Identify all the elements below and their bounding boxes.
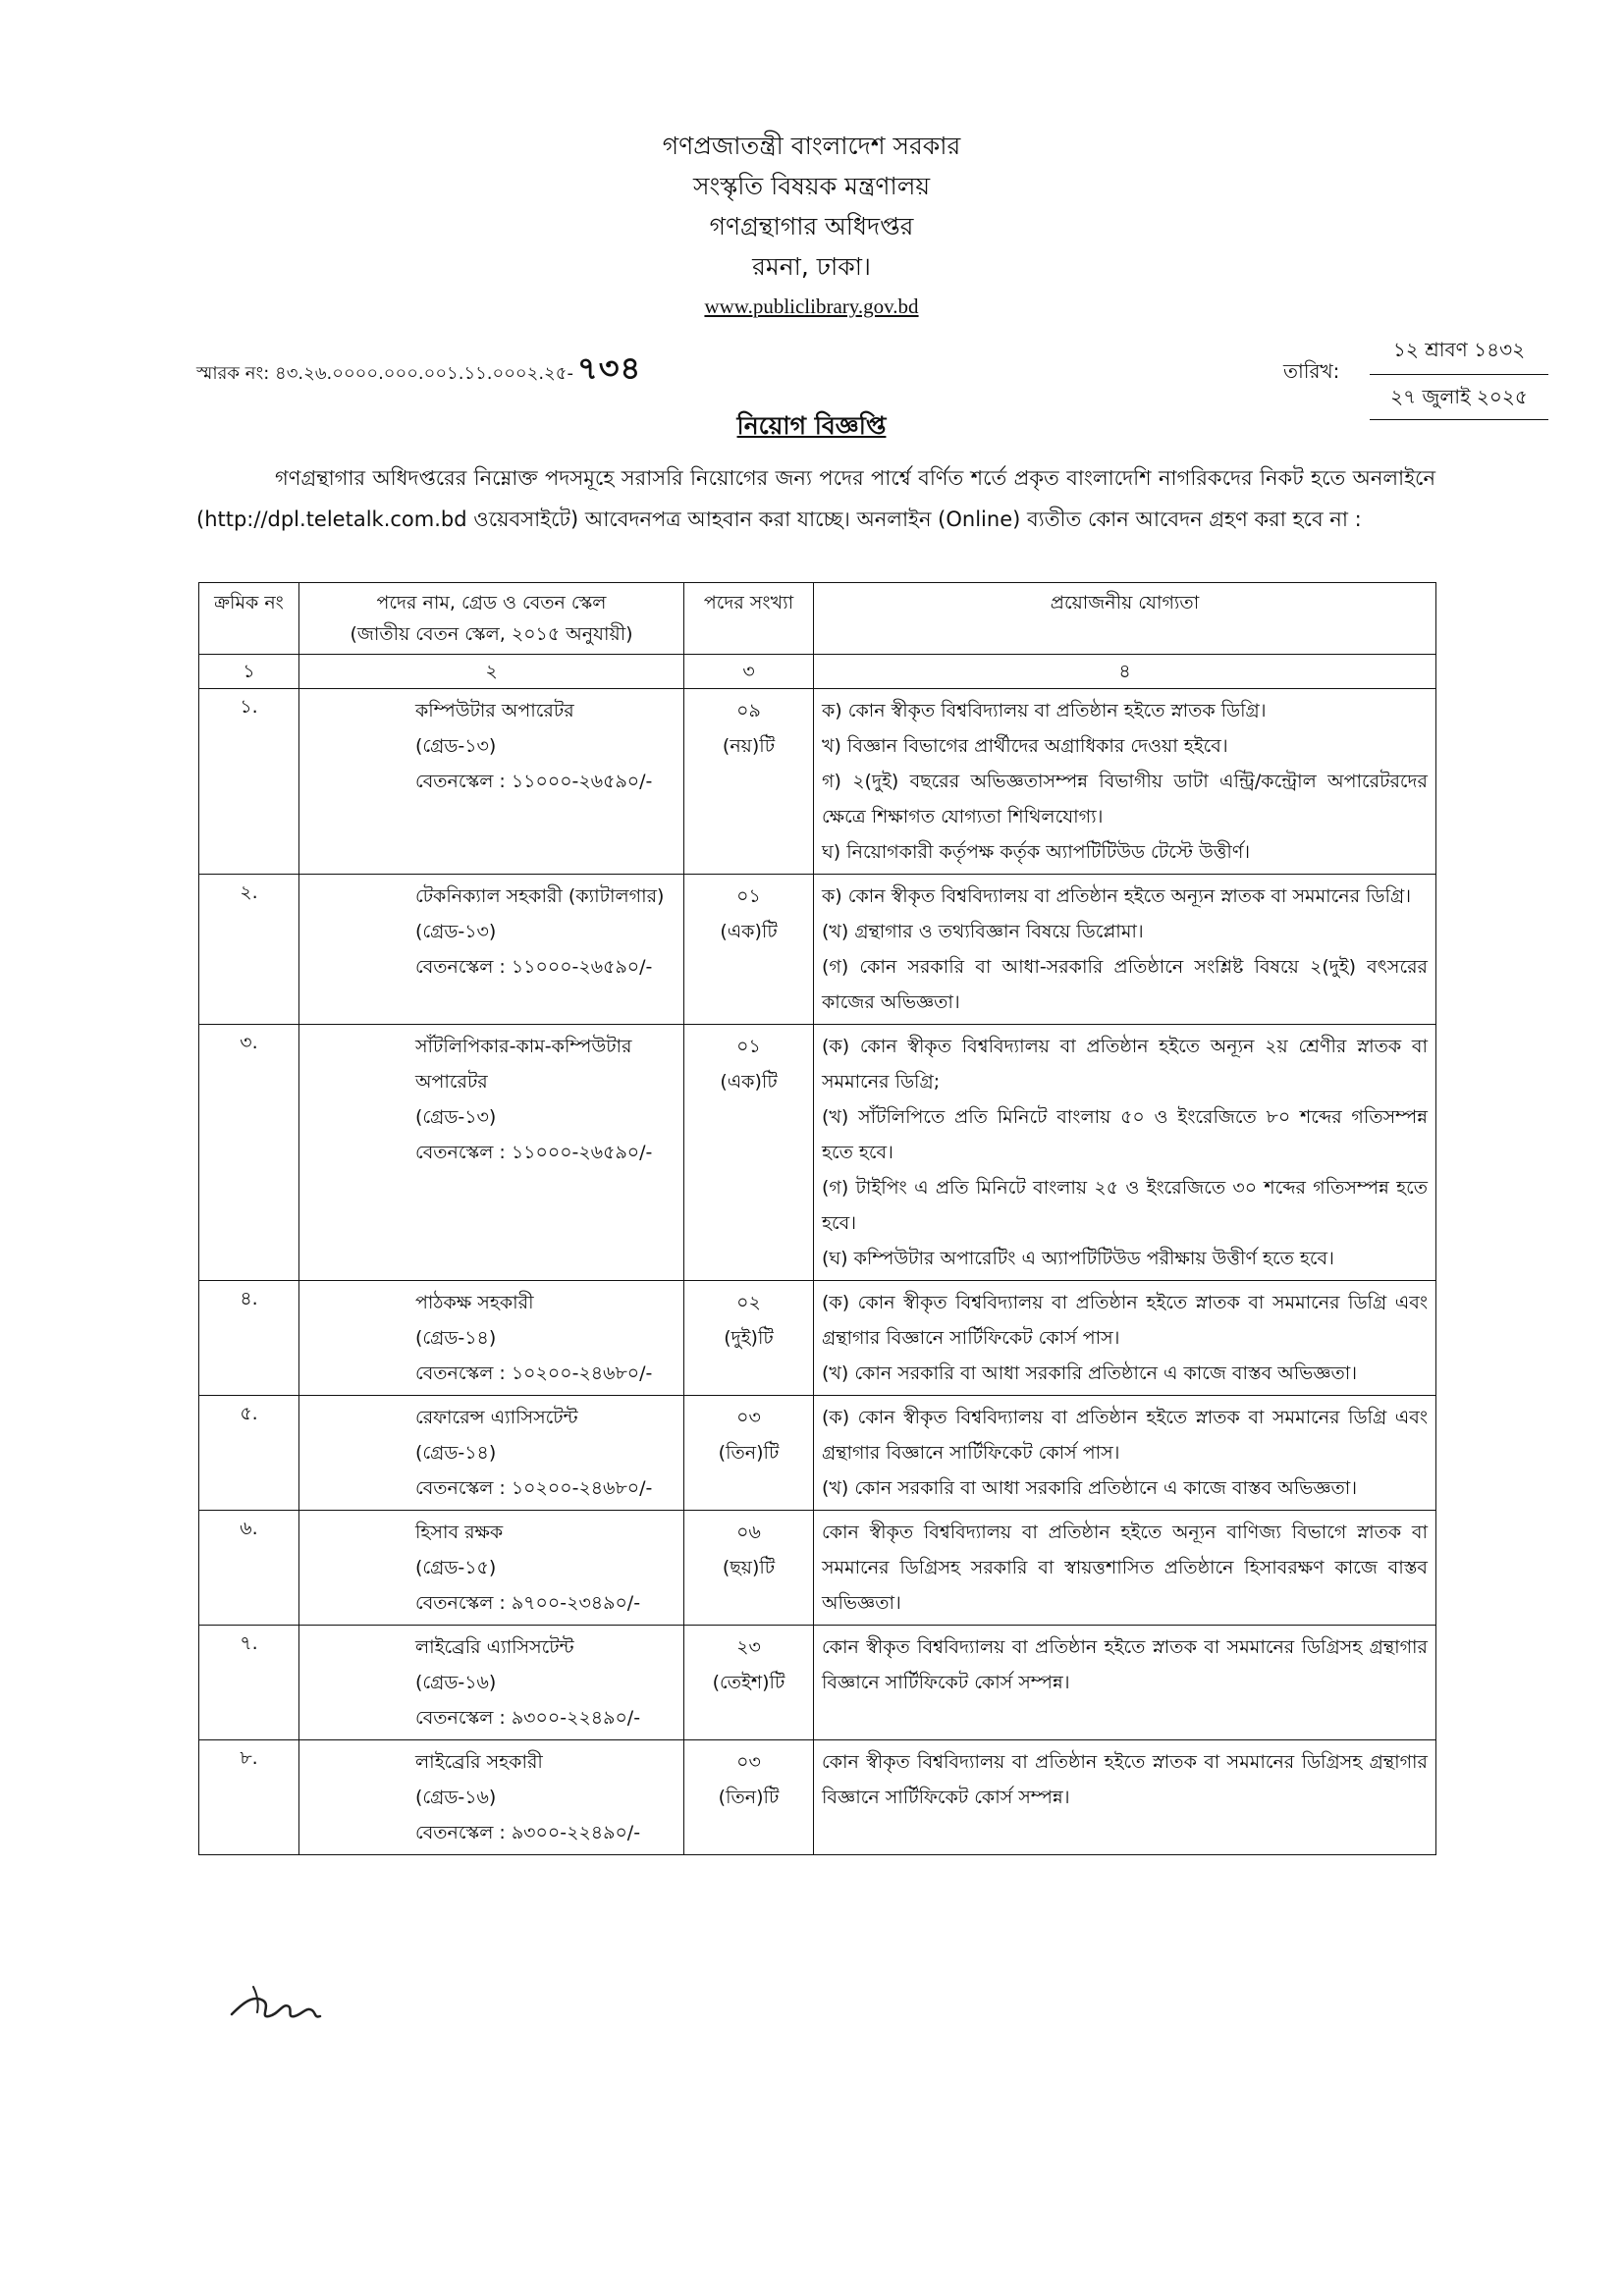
post-count-words: (তিন)টি [718, 1442, 780, 1464]
header-post-title: পদের নাম, গ্রেড ও বেতন স্কেল [376, 592, 607, 614]
qualification-item: (খ) গ্রন্থাগার ও তথ্যবিজ্ঞান বিষয়ে ডিপ্লোমা। [822, 921, 1144, 942]
pay-scale: বেতনস্কেল : ৯৭০০-২৩৪৯০/- [415, 1592, 641, 1614]
pay-scale: বেতনস্কেল : ১০২০০-২৪৬৮০/- [415, 1477, 653, 1499]
vacancy-table [198, 582, 1436, 1855]
pay-scale: বেতনস্কেল : ১১০০০-২৬৫৯০/- [415, 956, 653, 978]
pay-scale: বেতনস্কেল : ১১০০০-২৬৫৯০/- [415, 1142, 653, 1163]
post-count-number: ০৬ [736, 1522, 761, 1543]
post-cell [299, 1281, 684, 1396]
pay-scale: বেতনস্কেল : ১০২০০-২৪৬৮০/- [415, 1362, 653, 1384]
post-grade: (গ্রেড-১৬) [415, 1672, 497, 1693]
intro-paragraph: গণগ্রন্থাগার অধিদপ্তরের নিম্নোক্ত পদসমূহে সরাসরি নিয়োগের জন্য পদের পার্শ্বে বর্ণিত শর্তে প্রকৃত বাংলাদেশি নাগরিকদের নিকট হতে অনলাইনে (http://dpl.teletalk.com.bd ওয়েবসাইটে) আবেদনপত্র আহবান করা যাচ্ছে। অনলাইন (Online) ব্যতীত কোন আবেদন গ্রহণ করা হবে না : [196, 466, 1435, 531]
qualification-item: (খ) কোন সরকারি বা আধা সরকারি প্রতিষ্ঠানে এ কাজে বাস্তব অভিজ্ঞতা। [822, 1362, 1358, 1384]
qualification-item: (গ) কোন সরকারি বা আধা-সরকারি প্রতিষ্ঠানে সংশ্লিষ্ট বিষয়ে ২(দুই) বৎসরের কাজের অভিজ্ঞতা। [822, 956, 1428, 1013]
qualification-item: (ক) কোন স্বীকৃত বিশ্ববিদ্যালয় বা প্রতিষ্ঠান হইতে অন্যূন ২য় শ্রেণীর স্নাতক বা সমমানের ডিগ্রি; [822, 1036, 1428, 1093]
serial-number: ৬. [199, 1511, 299, 1626]
post-count-words: (এক)টি [720, 1071, 778, 1093]
post-count-cell [684, 1396, 814, 1511]
post-cell [299, 875, 684, 1025]
govt-name: গণপ্রজাতন্ত্রী বাংলাদেশ সরকার [662, 132, 961, 160]
post-name: সাঁটলিপিকার-কাম-কম্পিউটার অপারেটর [415, 1036, 632, 1093]
column-number-row [199, 655, 1436, 689]
post-cell [299, 1025, 684, 1281]
header-count: পদের সংখ্যা [684, 583, 814, 655]
qualification-cell [814, 1396, 1436, 1511]
header-post-subtitle: (জাতীয় বেতন স্কেল, ২০১৫ অনুযায়ী) [350, 623, 633, 645]
qualification-cell [814, 689, 1436, 875]
column-number: ২ [299, 655, 684, 689]
post-grade: (গ্রেড-১৩) [415, 1106, 497, 1128]
column-number: ১ [199, 655, 299, 689]
header-qualification: প্রয়োজনীয় যোগ্যতা [814, 583, 1436, 655]
post-count-number: ২৩ [736, 1636, 761, 1658]
post-grade: (গ্রেড-১৪) [415, 1442, 497, 1464]
qualification-item: ঘ) নিয়োগকারী কর্তৃপক্ষ কর্তৃক অ্যাপটিটিউড টেস্টে উত্তীর্ণ। [822, 841, 1251, 863]
qualification-item: (ক) কোন স্বীকৃত বিশ্ববিদ্যালয় বা প্রতিষ্ঠান হইতে স্নাতক বা সমমানের ডিগ্রি এবং গ্রন্থাগার বিজ্ঞানে সার্টিফিকেট কোর্স পাস। [822, 1407, 1428, 1464]
post-count-words: (দুই)টি [724, 1327, 774, 1349]
table-header-row [199, 583, 1436, 655]
qualification-item: (ঘ) কম্পিউটার অপারেটিং এ অ্যাপটিটিউড পরীক্ষায় উত্তীর্ণ হতে হবে। [822, 1248, 1334, 1269]
table-row [199, 1511, 1436, 1626]
header-post [299, 583, 684, 655]
memo-number [196, 344, 641, 397]
date-label: তারিখ: [1283, 359, 1340, 383]
qualification-item: গ) ২(দুই) বছরের অভিজ্ঞতাসম্পন্ন বিভাগীয় ডাটা এন্ট্রি/কন্ট্রোল অপারেটরদের ক্ষেত্রে শিক্ষাগত যোগ্যতা শিথিলযোগ্য। [822, 771, 1428, 828]
post-cell [299, 1396, 684, 1511]
post-cell [299, 1511, 684, 1626]
post-count-number: ০১ [736, 1036, 761, 1057]
table-row [199, 689, 1436, 875]
pay-scale: বেতনস্কেল : ১১০০০-২৬৫৯০/- [415, 771, 653, 792]
qualification-cell [814, 1281, 1436, 1396]
post-name: লাইব্রেরি সহকারী [415, 1751, 543, 1773]
qualification-cell [814, 1740, 1436, 1855]
post-count-words: (তিন)টি [718, 1787, 780, 1808]
post-count-words: (ছয়)টি [722, 1557, 776, 1578]
post-name: টেকনিক্যাল সহকারী (ক্যাটালগার) [415, 885, 665, 907]
qualification-item: (খ) সাঁটলিপিতে প্রতি মিনিটে বাংলায় ৫০ ও ইংরেজিতে ৮০ শব্দের গতিসম্পন্ন হতে হবে। [822, 1106, 1428, 1163]
qualification-item: ক) কোন স্বীকৃত বিশ্ববিদ্যালয় বা প্রতিষ্ঠান হইতে অন্যূন স্নাতক বা সমমানের ডিগ্রি। [822, 885, 1411, 907]
post-grade: (গ্রেড-১৬) [415, 1787, 497, 1808]
post-count-cell [684, 1281, 814, 1396]
handwritten-signature-icon [224, 1973, 332, 2032]
post-name: লাইব্রেরি এ্যাসিসটেন্ট [415, 1636, 574, 1658]
qualification-item: খ) বিজ্ঞান বিভাগের প্রার্থীদের অগ্রাধিকার দেওয়া হইবে। [822, 735, 1228, 757]
post-cell [299, 689, 684, 875]
pay-scale: বেতনস্কেল : ৯৩০০-২২৪৯০/- [415, 1707, 641, 1729]
post-count-cell [684, 689, 814, 875]
serial-number: ১. [199, 689, 299, 875]
serial-number: ৩. [199, 1025, 299, 1281]
memo-row [196, 336, 1528, 408]
post-grade: (গ্রেড-১৩) [415, 735, 497, 757]
post-count-cell [684, 875, 814, 1025]
post-count-words: (নয়)টি [722, 735, 776, 757]
qualification-item: ক) কোন স্বীকৃত বিশ্ববিদ্যালয় বা প্রতিষ্ঠান হইতে স্নাতক ডিগ্রি। [822, 700, 1267, 721]
post-name: হিসাব রক্ষক [415, 1522, 504, 1543]
department-name: গণগ্রন্থাগার অধিদপ্তর [709, 212, 914, 240]
qualification-cell [814, 875, 1436, 1025]
post-count-number: ০৩ [736, 1407, 761, 1428]
memo-handwritten-number: ৭৩৪ [576, 349, 642, 387]
qualification-item: (গ) টাইপিং এ প্রতি মিনিটে বাংলায় ২৫ ও ইংরেজিতে ৩০ শব্দের গতিসম্পন্ন হতে হবে। [822, 1177, 1428, 1234]
post-count-cell [684, 1511, 814, 1626]
qualification-item: (খ) কোন সরকারি বা আধা সরকারি প্রতিষ্ঠানে এ কাজে বাস্তব অভিজ্ঞতা। [822, 1477, 1358, 1499]
letterhead [0, 126, 1623, 327]
notice-title: নিয়োগ বিজ্ঞপ্তি [736, 411, 887, 440]
post-count-number: ০৯ [736, 700, 761, 721]
table-row [199, 1740, 1436, 1855]
post-count-number: ০১ [736, 885, 761, 907]
pay-scale: বেতনস্কেল : ৯৩০০-২২৪৯০/- [415, 1822, 641, 1843]
date-bangla: ১২ শ্রাবণ ১৪৩২ [1370, 336, 1548, 375]
qualification-item: কোন স্বীকৃত বিশ্ববিদ্যালয় বা প্রতিষ্ঠান হইতে স্নাতক বা সমমানের ডিগ্রিসহ গ্রন্থাগার বিজ্ঞানে সার্টিফিকেট কোর্স সম্পন্ন। [822, 1636, 1428, 1693]
memo-label: স্মারক নং: ৪৩.২৬.০০০০.০০০.০০১.১১.০০০২.২৫- [196, 363, 573, 384]
serial-number: ২. [199, 875, 299, 1025]
serial-number: ৪. [199, 1281, 299, 1396]
post-name: রেফারেন্স এ্যাসিসটেন্ট [415, 1407, 578, 1428]
table-row [199, 1281, 1436, 1396]
post-name: পাঠকক্ষ সহকারী [415, 1292, 534, 1313]
table-row [199, 875, 1436, 1025]
table-row [199, 1396, 1436, 1511]
post-count-number: ০৩ [736, 1751, 761, 1773]
qualification-cell [814, 1025, 1436, 1281]
qualification-cell [814, 1511, 1436, 1626]
column-number: ৪ [814, 655, 1436, 689]
office-address: রমনা, ঢাকা। [752, 252, 871, 281]
post-count-words: (তেইশ)টি [712, 1672, 785, 1693]
serial-number: ৮. [199, 1740, 299, 1855]
header-serial: ক্রমিক নং [199, 583, 299, 655]
post-count-cell [684, 1740, 814, 1855]
post-count-words: (এক)টি [720, 921, 778, 942]
qualification-item: কোন স্বীকৃত বিশ্ববিদ্যালয় বা প্রতিষ্ঠান হইতে অন্যূন বাণিজ্য বিভাগে স্নাতক বা সমমানের ডিগ্রিসহ সরকারি বা স্বায়ত্তশাসিত প্রতিষ্ঠানে হিসাবরক্ষণ কাজে বাস্তব অভিজ্ঞতা। [822, 1522, 1428, 1614]
serial-number: ৫. [199, 1396, 299, 1511]
qualification-item: (ক) কোন স্বীকৃত বিশ্ববিদ্যালয় বা প্রতিষ্ঠান হইতে স্নাতক বা সমমানের ডিগ্রি এবং গ্রন্থাগার বিজ্ঞানে সার্টিফিকেট কোর্স পাস। [822, 1292, 1428, 1349]
date-english: ২৭ জুলাই ২০২৫ [1370, 375, 1548, 420]
post-count-cell [684, 1025, 814, 1281]
ministry-name: সংস্কৃতি বিষয়ক মন্ত্রণালয় [692, 172, 931, 200]
website-link[interactable]: www.publiclibrary.gov.bd [704, 294, 919, 318]
serial-number: ৭. [199, 1626, 299, 1740]
post-cell [299, 1626, 684, 1740]
post-cell [299, 1740, 684, 1855]
post-count-cell [684, 1626, 814, 1740]
table-row [199, 1025, 1436, 1281]
post-name: কম্পিউটার অপারেটর [415, 700, 574, 721]
column-number: ৩ [684, 655, 814, 689]
table-row [199, 1626, 1436, 1740]
qualification-item: কোন স্বীকৃত বিশ্ববিদ্যালয় বা প্রতিষ্ঠান হইতে স্নাতক বা সমমানের ডিগ্রিসহ গ্রন্থাগার বিজ্ঞানে সার্টিফিকেট কোর্স সম্পন্ন। [822, 1751, 1428, 1808]
post-count-number: ০২ [736, 1292, 761, 1313]
post-grade: (গ্রেড-১৪) [415, 1327, 497, 1349]
post-grade: (গ্রেড-১৫) [415, 1557, 497, 1578]
qualification-cell [814, 1626, 1436, 1740]
post-grade: (গ্রেড-১৩) [415, 921, 497, 942]
